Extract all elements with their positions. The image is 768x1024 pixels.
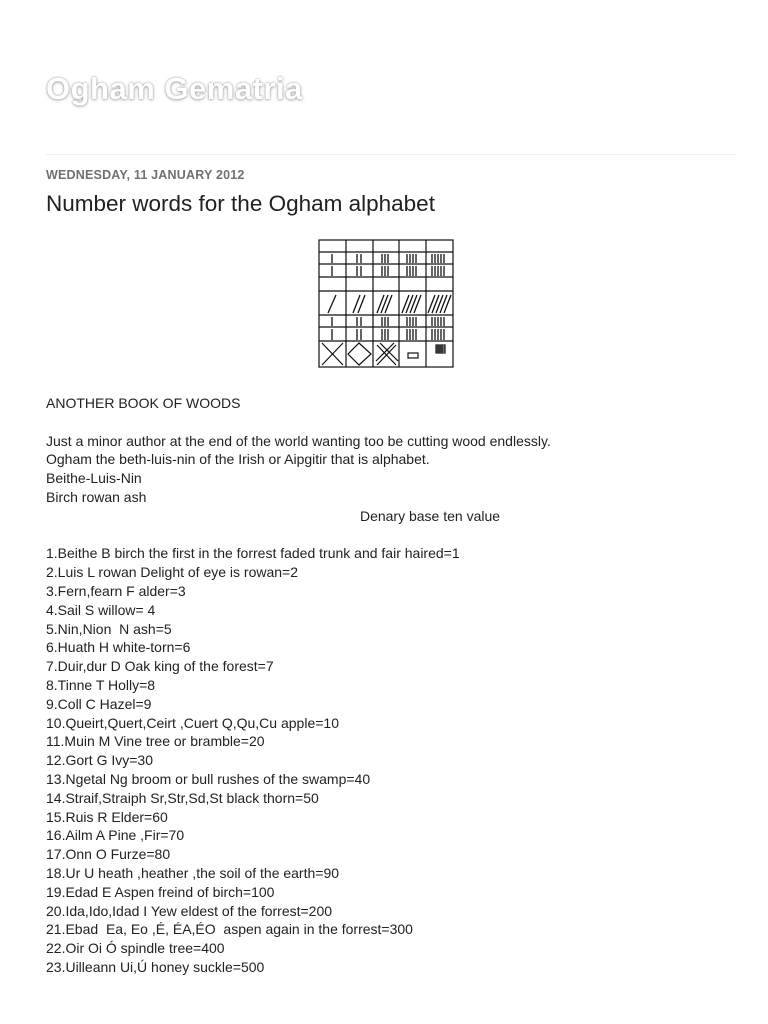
post-body <box>46 394 726 977</box>
ogham-table-icon[interactable] <box>318 239 454 369</box>
intro-line: Ogham the beth-luis-nin of the Irish or Aipgitir that is alphabet. <box>46 451 430 468</box>
spacer <box>46 526 726 545</box>
letter-line: 9.Coll C Hazel=9 <box>46 695 152 712</box>
letter-line: 15.Ruis R Elder=60 <box>46 808 168 825</box>
letter-line: 13.Ngetal Ng broom or bull rushes of the swamp=40 <box>46 770 371 787</box>
header-divider <box>46 154 736 155</box>
letter-line: 6.Huath H white-torn=6 <box>46 639 191 656</box>
letter-line: 20.Ida,Ido,Idad I Yew eldest of the forrest=200 <box>46 902 333 919</box>
letter-line: 23.Uilleann Ui,Ú honey suckle=500 <box>46 958 265 975</box>
letter-line: 10.Queirt,Quert,Ceirt ,Cuert Q,Qu,Cu apple=10 <box>46 714 339 731</box>
letter-line: 7.Duir,dur D Oak king of the forest=7 <box>46 658 274 675</box>
intro-line: Birch rowan ash <box>46 488 147 505</box>
spacer <box>46 413 726 432</box>
letter-line: 16.Ailm A Pine ,Fir=70 <box>46 827 185 844</box>
letter-line: 17.Onn O Furze=80 <box>46 846 171 863</box>
letter-line: 14.Straif,Straiph Sr,Str,Sd,St black thorn=50 <box>46 789 319 806</box>
letter-line: 4.Sail S willow= 4 <box>46 601 156 618</box>
post-date: WEDNESDAY, 11 JANUARY 2012 <box>46 168 245 182</box>
denary-label: Denary base ten value <box>359 507 501 524</box>
post-heading: ANOTHER BOOK OF WOODS <box>46 395 241 411</box>
letter-line: 11.Muin M Vine tree or bramble=20 <box>46 733 265 750</box>
letter-line: 21.Ebad Ea, Eo ,É, ÉA,ÉO aspen again in the forrest=300 <box>46 921 413 938</box>
blog-title[interactable]: Ogham Gematria <box>46 71 303 106</box>
letter-line: 1.Beithe B birch the first in the forrest faded trunk and fair haired=1 <box>46 545 460 562</box>
letter-line: 18.Ur U heath ,heather ,the soil of the earth=90 <box>46 864 340 881</box>
letter-line: 3.Fern,fearn F alder=3 <box>46 582 186 599</box>
letter-line: 8.Tinne T Holly=8 <box>46 676 156 693</box>
intro-line: Just a minor author at the end of the world wanting too be cutting wood endlessly. <box>46 432 551 449</box>
letter-line: 2.Luis L rowan Delight of eye is rowan=2 <box>46 564 299 581</box>
letter-line: 12.Gort G Ivy=30 <box>46 752 153 769</box>
letter-line: 22.Oir Oi Ó spindle tree=400 <box>46 940 225 957</box>
letter-line: 5.Nin,Nion N ash=5 <box>46 620 172 637</box>
intro-line: Beithe-Luis-Nin <box>46 470 142 487</box>
post-title[interactable]: Number words for the Ogham alphabet <box>46 191 435 216</box>
letter-line: 19.Edad E Aspen freind of birch=100 <box>46 883 275 900</box>
